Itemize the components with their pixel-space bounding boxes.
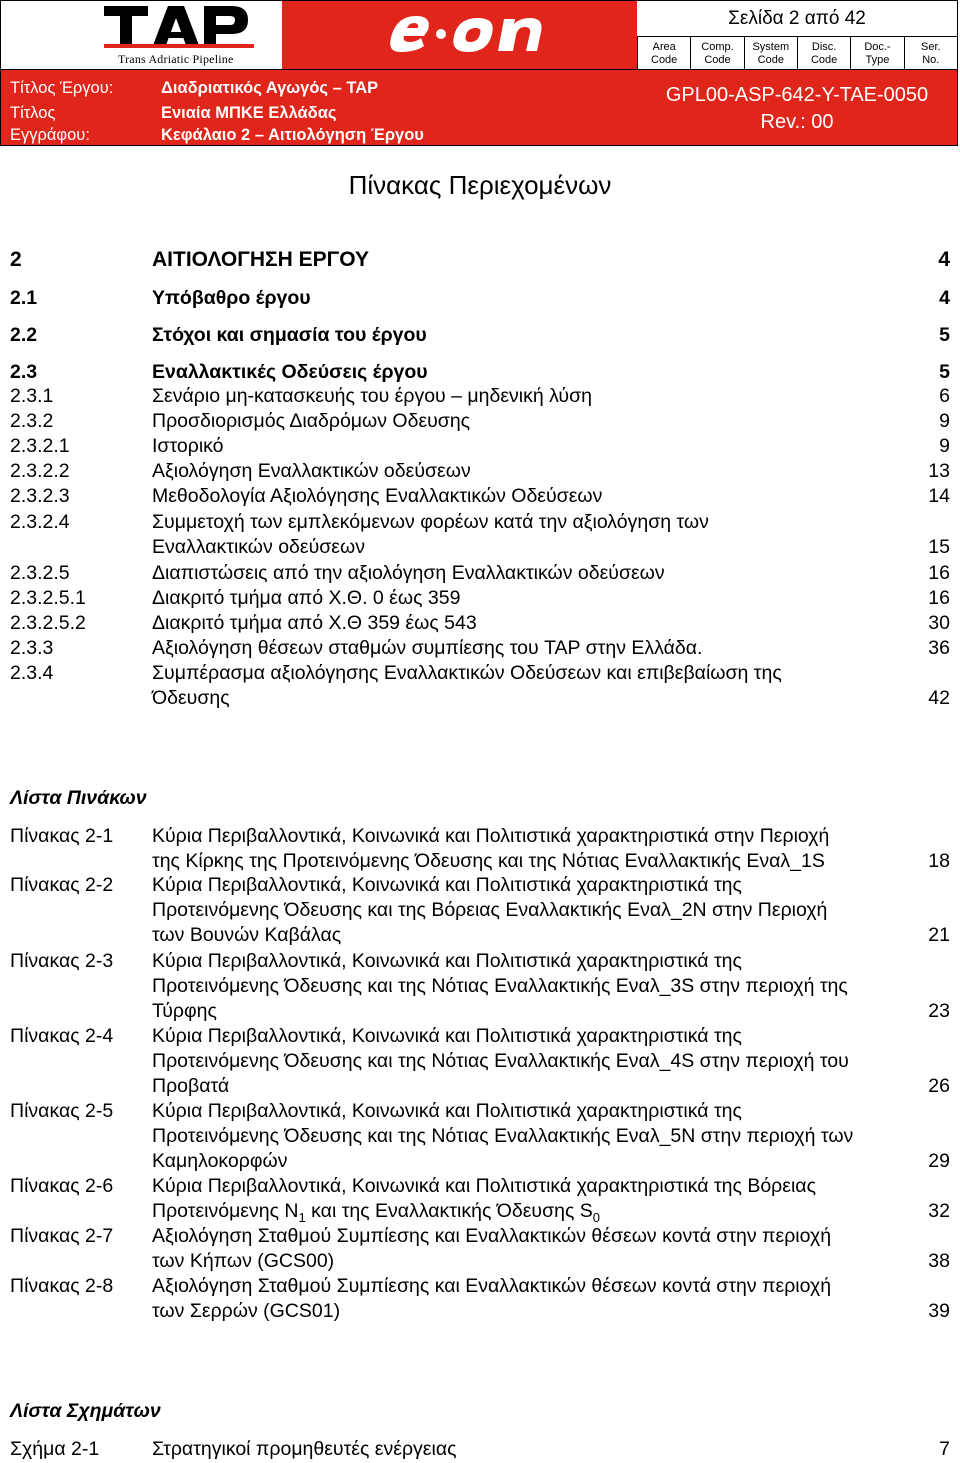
code-cell-line1: Ser. (921, 41, 941, 53)
table-list-number: Πίνακας 2-6 (10, 1175, 114, 1197)
toc-entry-number: 2.3.4 (10, 662, 54, 684)
table-list-text-line: των Σερρών (GCS01) (152, 1300, 341, 1322)
toc-entry-number: 2.3.3 (10, 637, 54, 659)
table-list-number: Πίνακας 2-2 (10, 874, 114, 896)
code-cell-line2: Code (651, 54, 678, 66)
code-cell-line2: Code (810, 54, 838, 66)
toc-entry-text-line: Συμμετοχή των εμπλεκόμενων φορέων κατά την αξιολόγηση των (152, 511, 709, 533)
toc-entry-page: 16 (928, 587, 950, 609)
code-cell (797, 37, 850, 69)
table-list-number: Πίνακας 2-8 (10, 1275, 114, 1297)
toc-entry-text (152, 360, 892, 385)
toc-entry-text (152, 434, 892, 459)
table-list-page: 18 (928, 850, 950, 872)
toc-entry-page: 36 (928, 637, 950, 659)
code-cell-line2: Code (704, 54, 731, 66)
code-cell-line1: System (752, 41, 790, 53)
toc-entry-text-line: Όδευσης (152, 687, 230, 709)
toc-entry-text (152, 409, 892, 434)
toc-entry-number: 2.1 (10, 287, 38, 309)
document-title-value-2: Κεφάλαιο 2 – Αιτιολόγηση Έργου (161, 126, 424, 144)
toc-entry-text-line: Εναλλακτικών οδεύσεων (152, 536, 365, 558)
toc-entry-page: 5 (939, 361, 950, 383)
table-list-text-line: Κύρια Περιβαλλοντικά, Κοινωνικά και Πολιτιστικά χαρακτηριστικά της (152, 950, 742, 972)
toc-entry-text-line: Στόχοι και σημασία του έργου (152, 324, 427, 346)
toc-entry-page: 16 (928, 562, 950, 584)
table-list-text (152, 1274, 922, 1324)
table-list-text-line: Κύρια Περιβαλλοντικά, Κοινωνικά και Πολιτιστικά χαρακτηριστικά της (152, 874, 742, 896)
table-list-text-line: Τύρφης (152, 1000, 217, 1022)
toc-title: Πίνακας Περιεχομένων (348, 170, 612, 200)
toc-entry-number: 2.3.2.3 (10, 485, 70, 507)
table-list-number: Πίνακας 2-3 (10, 950, 114, 972)
table-list-page: 39 (928, 1300, 950, 1322)
code-cell-line2: No. (922, 54, 940, 66)
code-cell (850, 37, 903, 69)
text-fragment: και της Εναλλακτικής Όδευσης S (305, 1200, 593, 1222)
toc-entry-text (152, 586, 892, 611)
table-list-text-line: Κύρια Περιβαλλοντικά, Κοινωνικά και Πολιτιστικά χαρακτηριστικά στην Περιοχή (152, 825, 830, 847)
figure-list-text: Στρατηγικοί προμηθευτές ενέργειας (152, 1438, 457, 1460)
toc-entry-page: 4 (939, 287, 950, 309)
toc-entry-number: 2 (10, 248, 22, 271)
code-cell-line2: Code (757, 54, 784, 66)
toc-entry-text (152, 384, 892, 409)
table-list-text (152, 873, 922, 948)
table-list-number: Πίνακας 2-4 (10, 1025, 114, 1047)
toc-entry-page: 4 (938, 248, 950, 271)
toc-entry-text (152, 510, 892, 560)
table-list-number: Πίνακας 2-5 (10, 1100, 114, 1122)
toc-entry-text (152, 459, 892, 484)
toc-entry-text-line: Εναλλακτικές Οδεύσεις έργου (152, 361, 428, 383)
table-list-number: Πίνακας 2-1 (10, 825, 114, 847)
toc-entry-number: 2.3 (10, 361, 38, 383)
table-list-number: Πίνακας 2-7 (10, 1225, 114, 1247)
subscript: 1 (298, 1209, 306, 1225)
toc-entry-text (152, 323, 892, 348)
toc-entry-number: 2.3.1 (10, 385, 54, 407)
table-list-text-line: Προτεινόμενης Όδευσης και της Βόρειας Εναλλακτικής Εναλ_2N στην Περιοχή (152, 899, 828, 921)
table-list-page: 38 (928, 1250, 950, 1272)
table-list-text-line: Προτεινόμενης Όδευσης και της Νότιας Εναλλακτικής Εναλ_3S στην περιοχή της (152, 975, 848, 997)
toc-entry-text (152, 561, 892, 586)
tables-heading: Λίστα Πινάκων (10, 787, 147, 809)
toc-entry-text (152, 484, 892, 509)
table-list-page: 26 (928, 1075, 950, 1097)
table-list-text (152, 1024, 922, 1099)
toc-entry-text-line: Υπόβαθρο έργου (152, 287, 311, 309)
toc-entry-page: 6 (939, 385, 950, 407)
table-list-text-line: Προτεινόμενης Όδευσης και της Νότιας Εναλλακτικής Εναλ_5N στην περιοχή των (152, 1125, 854, 1147)
subscript: 0 (592, 1209, 601, 1225)
table-list-text-line (152, 1199, 922, 1224)
toc-entry-number: 2.3.2.4 (10, 511, 70, 533)
table-list-text (152, 1174, 922, 1224)
table-list-text-line: Κύρια Περιβαλλοντικά, Κοινωνικά και Πολιτιστικά χαρακτηριστικά της (152, 1025, 742, 1047)
table-list-text-line: Αξιολόγηση Σταθμού Συμπίεσης και Εναλλακτικών θέσεων κοντά στην περιοχή (152, 1275, 832, 1297)
table-list-text (152, 1224, 922, 1274)
toc-entry-page: 14 (928, 485, 950, 507)
toc-entry-text-line: Διακριτό τμήμα από Χ.Θ. 0 έως 359 (152, 587, 461, 609)
toc-entry-page: 9 (939, 410, 950, 432)
table-list-text-line: Προβατά (152, 1075, 230, 1097)
code-cell-line1: Disc. (811, 41, 837, 53)
text-fragment: Προτεινόμενης N (152, 1200, 299, 1222)
toc-entry-number: 2.3.2.2 (10, 460, 70, 482)
toc-entry-text-line: Αξιολόγηση θέσεων σταθμών συμπίεσης του TAP στην Ελλάδα. (152, 637, 703, 659)
toc-entry-text-line: Διαπιστώσεις από την αξιολόγηση Εναλλακτικών οδεύσεων (152, 562, 665, 584)
toc-entry-page: 30 (928, 612, 950, 634)
toc-entry-text-line: Συμπέρασμα αξιολόγησης Εναλλακτικών Οδεύσεων και επιβεβαίωση της (152, 662, 782, 684)
figure-list-page: 7 (939, 1438, 950, 1460)
table-list-text (152, 949, 922, 1024)
table-list-text-line: Κύρια Περιβαλλοντικά, Κοινωνικά και Πολιτιστικά χαρακτηριστικά της (152, 1100, 742, 1122)
document-header (0, 0, 958, 146)
toc-entry-text-line: Ιστορικό (152, 435, 224, 457)
toc-entry-page: 13 (928, 460, 950, 482)
toc-entry-page: 5 (939, 324, 950, 346)
table-list-text-line: Καμηλοκορφών (152, 1150, 288, 1172)
table-list-text-line: Αξιολόγηση Σταθμού Συμπίεσης και Εναλλακτικών θέσεων κοντά στην περιοχή (152, 1225, 832, 1247)
document-title-value: Ενιαία ΜΠΚΕ Ελλάδας (161, 104, 337, 122)
logo-subtitle: Trans Adriatic Pipeline (118, 52, 234, 66)
toc-entry-text-line: Μεθοδολογία Αξιολόγησης Εναλλακτικών Οδεύσεων (152, 485, 603, 507)
table-list-text-line: της Κίρκης της Προτεινόμενης Όδευσης και της Νότιας Εναλλακτικής Εναλ_1S (152, 850, 825, 872)
code-cell (637, 37, 690, 69)
tap-logo-icon (104, 6, 254, 52)
toc-entry-text-line: Σενάριο μη-κατασκευής του έργου – μηδενική λύση (152, 385, 592, 407)
table-list-page: 21 (928, 924, 950, 946)
toc-entry-number: 2.2 (10, 324, 38, 346)
project-title-label: Τίτλος Έργου: (10, 79, 114, 97)
document-title-label-2: Εγγράφου: (10, 126, 90, 144)
toc-entry-page: 9 (939, 435, 950, 457)
code-cell (904, 37, 957, 69)
code-cell (744, 37, 797, 69)
toc-entry-page: 15 (928, 536, 950, 558)
code-cell-line1: Comp. (701, 41, 734, 53)
toc-entry-text (152, 636, 892, 661)
toc-entry-text (152, 661, 892, 711)
page-number: Σελίδα 2 από 42 (637, 1, 957, 37)
toc-entry-text (152, 247, 892, 272)
toc-entry-text-line: Διακριτό τμήμα από Χ.Θ 359 έως 543 (152, 612, 477, 634)
toc-entry-text-line: ΑΙΤΙΟΛΟΓΗΣΗ ΕΡΓΟΥ (152, 248, 369, 271)
toc-entry-number: 2.3.2.5.2 (10, 612, 86, 634)
code-cell-line2: Type (865, 54, 890, 66)
code-cell-line1: Doc.- (864, 41, 891, 53)
document-number: GPL00-ASP-642-Y-TAE-0050 (665, 84, 929, 106)
toc-entry-page: 42 (928, 687, 950, 709)
table-list-text (152, 1099, 922, 1174)
table-list-text-line: των Βουνών Καβάλας (152, 924, 342, 946)
toc-entry-text (152, 611, 892, 636)
figure-list-number: Σχήμα 2-1 (10, 1438, 100, 1460)
toc-entry-text-line: Αξιολόγηση Εναλλακτικών οδεύσεων (152, 460, 471, 482)
revision: Rev.: 00 (760, 111, 834, 133)
table-list-text-line: των Κήπων (GCS00) (152, 1250, 335, 1272)
table-list-text-line: Προτεινόμενης Όδευσης και της Νότιας Εναλλακτικής Εναλ_4S στην περιοχή του (152, 1050, 849, 1072)
table-list-page: 32 (928, 1200, 950, 1222)
table-list-text-line: Κύρια Περιβαλλοντικά, Κοινωνικά και Πολιτιστικά χαρακτηριστικά της Βόρειας (152, 1175, 816, 1197)
toc-entry-text (152, 286, 892, 311)
eon-logo-icon (388, 8, 563, 58)
table-list-text (152, 824, 922, 874)
code-cell (690, 37, 743, 69)
table-list-page: 23 (928, 1000, 950, 1022)
toc-entry-number: 2.3.2.5.1 (10, 587, 86, 609)
project-title-value: Διαδριατικός Αγωγός – TAP (161, 79, 379, 97)
toc-entry-number: 2.3.2.5 (10, 562, 70, 584)
toc-entry-text-line: Προσδιορισμός Διαδρόμων Οδευσης (152, 410, 471, 432)
table-list-page: 29 (928, 1150, 950, 1172)
document-title-label: Τίτλος (10, 104, 56, 122)
toc-entry-number: 2.3.2 (10, 410, 54, 432)
code-cell-line1: Area (652, 41, 676, 53)
toc-entry-number: 2.3.2.1 (10, 435, 70, 457)
figures-heading: Λίστα Σχημάτων (10, 1400, 161, 1422)
